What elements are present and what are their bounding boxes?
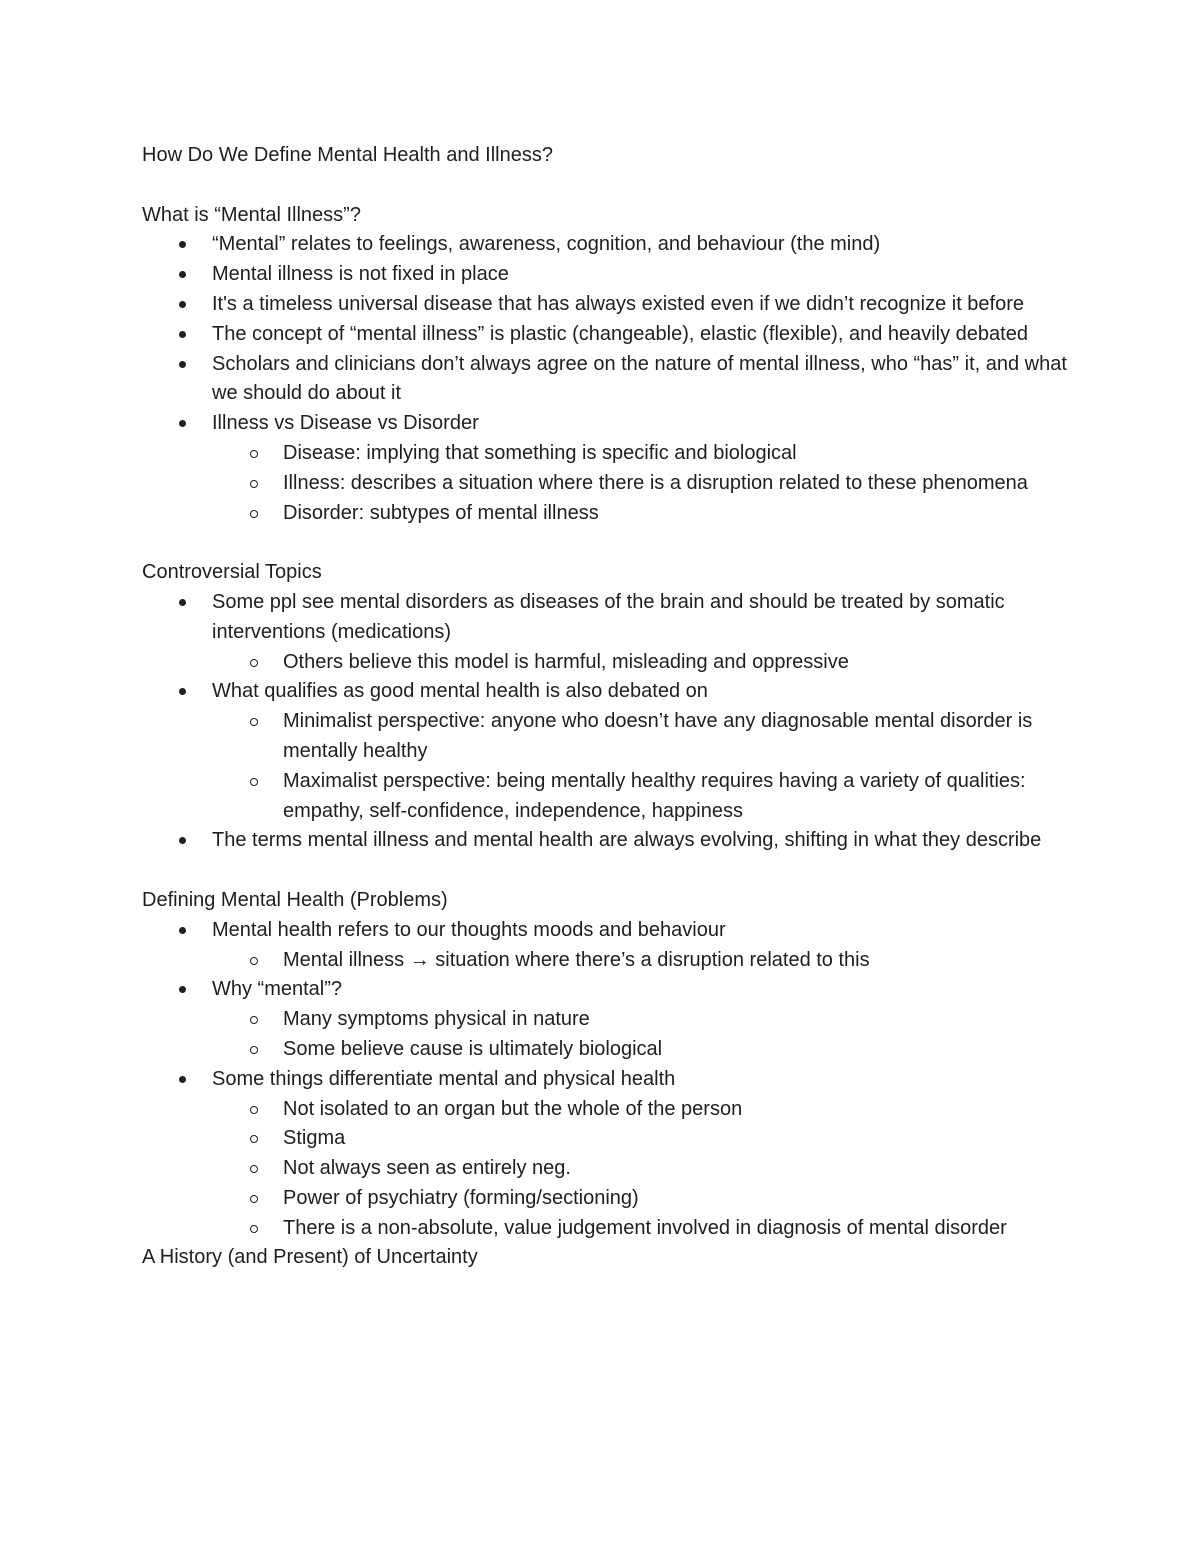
list-item xyxy=(142,677,1082,826)
list-item-text: It's a timeless universal disease that has always existed even if we didn’t recognize it before xyxy=(212,292,1025,315)
list-item xyxy=(142,290,1082,320)
list-item-text: The concept of “mental illness” is plastic (changeable), elastic (flexible), and heavily debated xyxy=(212,322,1028,345)
section-heading: Controversial Topics xyxy=(142,561,322,584)
section-what-is-mental-illness xyxy=(142,201,1082,529)
bullet-list xyxy=(142,588,1082,856)
sub-list-item: Others believe this model is harmful, misleading and oppressive xyxy=(212,648,1082,678)
list-item-text: Scholars and clinicians don’t always agree on the nature of mental illness, who “has” it, and what we should do about it xyxy=(212,352,1067,405)
section-heading: What is “Mental Illness”? xyxy=(142,203,361,226)
list-item-text: Mental health refers to our thoughts moods and behaviour xyxy=(212,918,726,941)
list-item xyxy=(142,826,1082,856)
list-item-text: What qualifies as good mental health is also debated on xyxy=(212,680,708,703)
document-title: How Do We Define Mental Health and Illness? xyxy=(142,144,553,166)
sub-list xyxy=(212,439,1082,528)
sub-list xyxy=(212,707,1082,826)
sub-list-item: Many symptoms physical in nature xyxy=(212,1005,1082,1035)
sub-list-item: Power of psychiatry (forming/sectioning) xyxy=(212,1184,1082,1214)
list-item-text: Illness vs Disease vs Disorder xyxy=(212,412,479,435)
sub-list-item: Stigma xyxy=(212,1124,1082,1154)
sub-list-item: Minimalist perspective: anyone who doesn’t have any diagnosable mental disorder is mentally healthy xyxy=(212,707,1082,767)
sub-list xyxy=(212,648,1082,678)
list-item-text: Why “mental”? xyxy=(212,978,343,1001)
sub-list-item: Maximalist perspective: being mentally healthy requires having a variety of qualities: empathy, self-confidence, independence, happiness xyxy=(212,767,1082,827)
list-item-text: The terms mental illness and mental health are always evolving, shifting in what they describe xyxy=(212,829,1042,852)
bullet-list xyxy=(142,230,1082,528)
sub-list xyxy=(212,1095,1082,1244)
sub-list xyxy=(212,946,1082,976)
list-item-text: Some ppl see mental disorders as diseases of the brain and should be treated by somatic interventions (medications) xyxy=(212,590,1005,643)
final-heading: A History (and Present) of Uncertainty xyxy=(142,1246,478,1269)
list-item xyxy=(142,1065,1082,1244)
list-item xyxy=(142,230,1082,260)
list-item-text: “Mental” relates to feelings, awareness, cognition, and behaviour (the mind) xyxy=(212,233,881,256)
sub-list-item: Some believe cause is ultimately biological xyxy=(212,1035,1082,1065)
list-item-text: Some things differentiate mental and physical health xyxy=(212,1067,676,1090)
sub-list xyxy=(212,1005,1082,1065)
sub-list-item: Disease: implying that something is specific and biological xyxy=(212,439,1082,469)
section-heading: Defining Mental Health (Problems) xyxy=(142,888,448,911)
list-item xyxy=(142,916,1082,976)
sub-list-item: There is a non-absolute, value judgement involved in diagnosis of mental disorder xyxy=(212,1214,1082,1244)
list-item xyxy=(142,409,1082,528)
list-item-text: Mental illness is not fixed in place xyxy=(212,263,509,286)
section-controversial-topics xyxy=(142,558,1082,856)
sub-list-item: Illness: describes a situation where there is a disruption related to these phenomena xyxy=(212,469,1082,499)
section-defining-mental-health xyxy=(142,886,1082,1244)
sub-list-item: Not always seen as entirely neg. xyxy=(212,1154,1082,1184)
document-page xyxy=(142,141,1082,1273)
list-item xyxy=(142,320,1082,350)
sub-list-item: Mental illness → situation where there’s a disruption related to this xyxy=(212,946,1082,976)
list-item xyxy=(142,350,1082,410)
sub-list-item: Disorder: subtypes of mental illness xyxy=(212,499,1082,529)
sub-list-item: Not isolated to an organ but the whole of the person xyxy=(212,1095,1082,1125)
list-item xyxy=(142,260,1082,290)
list-item xyxy=(142,588,1082,677)
bullet-list xyxy=(142,916,1082,1244)
list-item xyxy=(142,975,1082,1064)
